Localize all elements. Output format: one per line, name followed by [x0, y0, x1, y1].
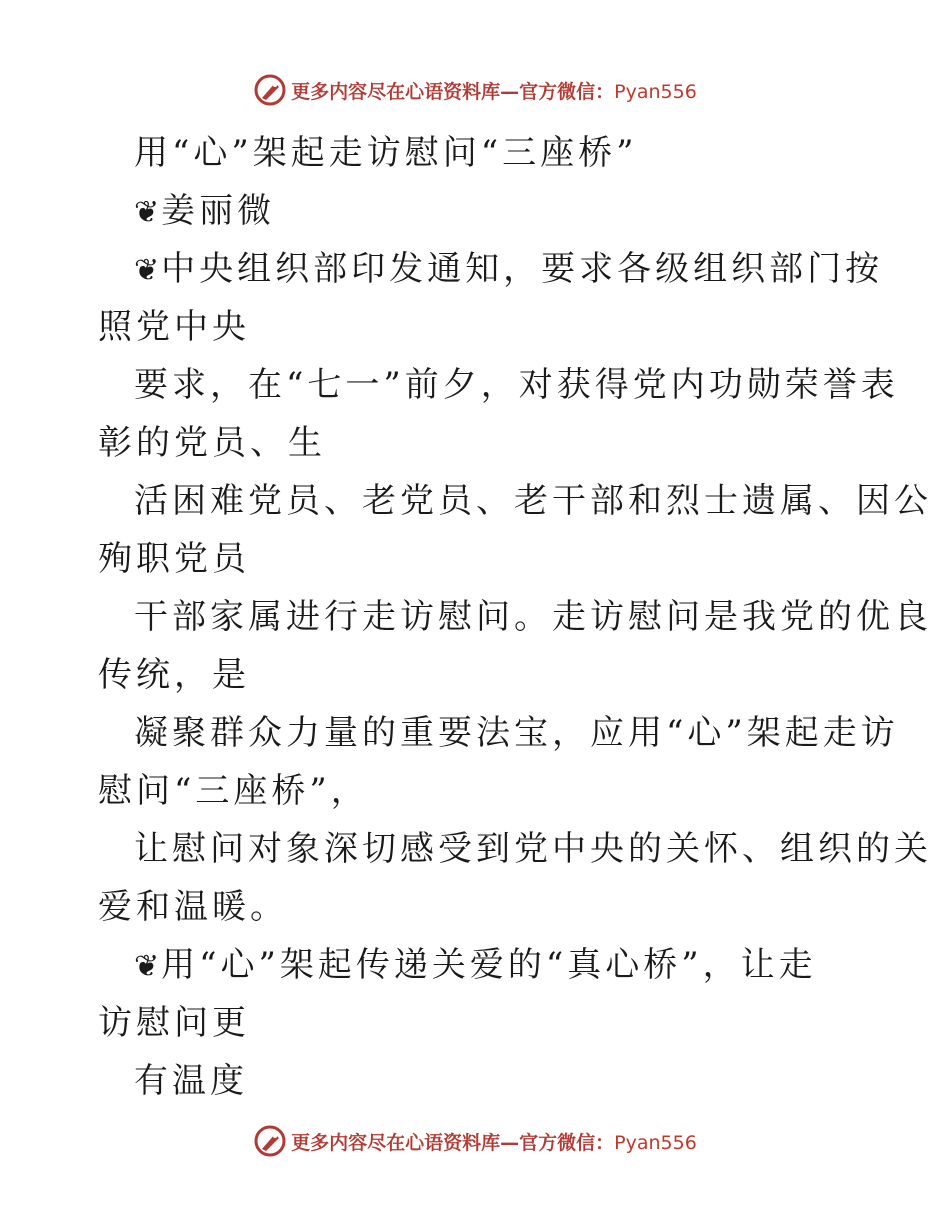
document-title: 用“心”架起走访慰问“三座桥” — [134, 133, 638, 173]
pen-nib-logo-icon — [253, 73, 287, 107]
paragraph-line: 要求，在“七一”前夕，对获得党内功勋荣誉表 — [134, 365, 899, 405]
paragraph-text: 用“心”架起传递关爱的“真心桥”，让走 — [161, 945, 817, 985]
paragraph-line: 活困难党员、老党员、老干部和烈士遗属、因公 — [134, 481, 932, 521]
author-name: 姜丽微 — [161, 191, 276, 231]
paragraph-line: 传统，是 — [98, 655, 250, 695]
paragraph-line: 让慰问对象深切感受到党中央的关怀、组织的关 — [134, 829, 932, 869]
document-body — [98, 124, 932, 1110]
pen-nib-logo-icon — [253, 1124, 287, 1158]
header-watermark-banner — [0, 70, 950, 110]
paragraph-line: 彰的党员、生 — [98, 423, 326, 463]
watermark-text: 更多内容尽在心语资料库—官方微信：Pyan556 — [291, 80, 697, 103]
paragraph-line: 凝聚群众力量的重要法宝，应用“心”架起走访 — [134, 713, 899, 753]
fleuron-bullet-icon: ❦ — [134, 253, 160, 288]
paragraph-line — [98, 936, 858, 994]
fleuron-bullet-icon: ❦ — [134, 195, 160, 230]
paragraph-line: 慰问“三座桥”， — [98, 771, 369, 811]
watermark-text: 更多内容尽在心语资料库—官方微信：Pyan556 — [291, 1131, 697, 1154]
paragraph-line: 殉职党员 — [98, 539, 250, 579]
paragraph-line: 干部家属进行走访慰问。走访慰问是我党的优良 — [134, 597, 932, 637]
footer-watermark-banner — [0, 1121, 950, 1161]
paragraph-text: 中央组织部印发通知，要求各级组织部门按 — [161, 249, 884, 289]
wechat-id: Pyan556 — [614, 1131, 697, 1154]
paragraph-line: 照党中央 — [98, 307, 250, 347]
fleuron-bullet-icon: ❦ — [134, 949, 160, 984]
paragraph-line — [98, 240, 884, 298]
author-line — [98, 182, 858, 240]
wechat-id: Pyan556 — [614, 80, 697, 103]
paragraph-line: 有温度 — [134, 1061, 248, 1101]
paragraph-line: 访慰问更 — [98, 1003, 250, 1043]
paragraph-line: 爱和温暖。 — [98, 887, 288, 927]
